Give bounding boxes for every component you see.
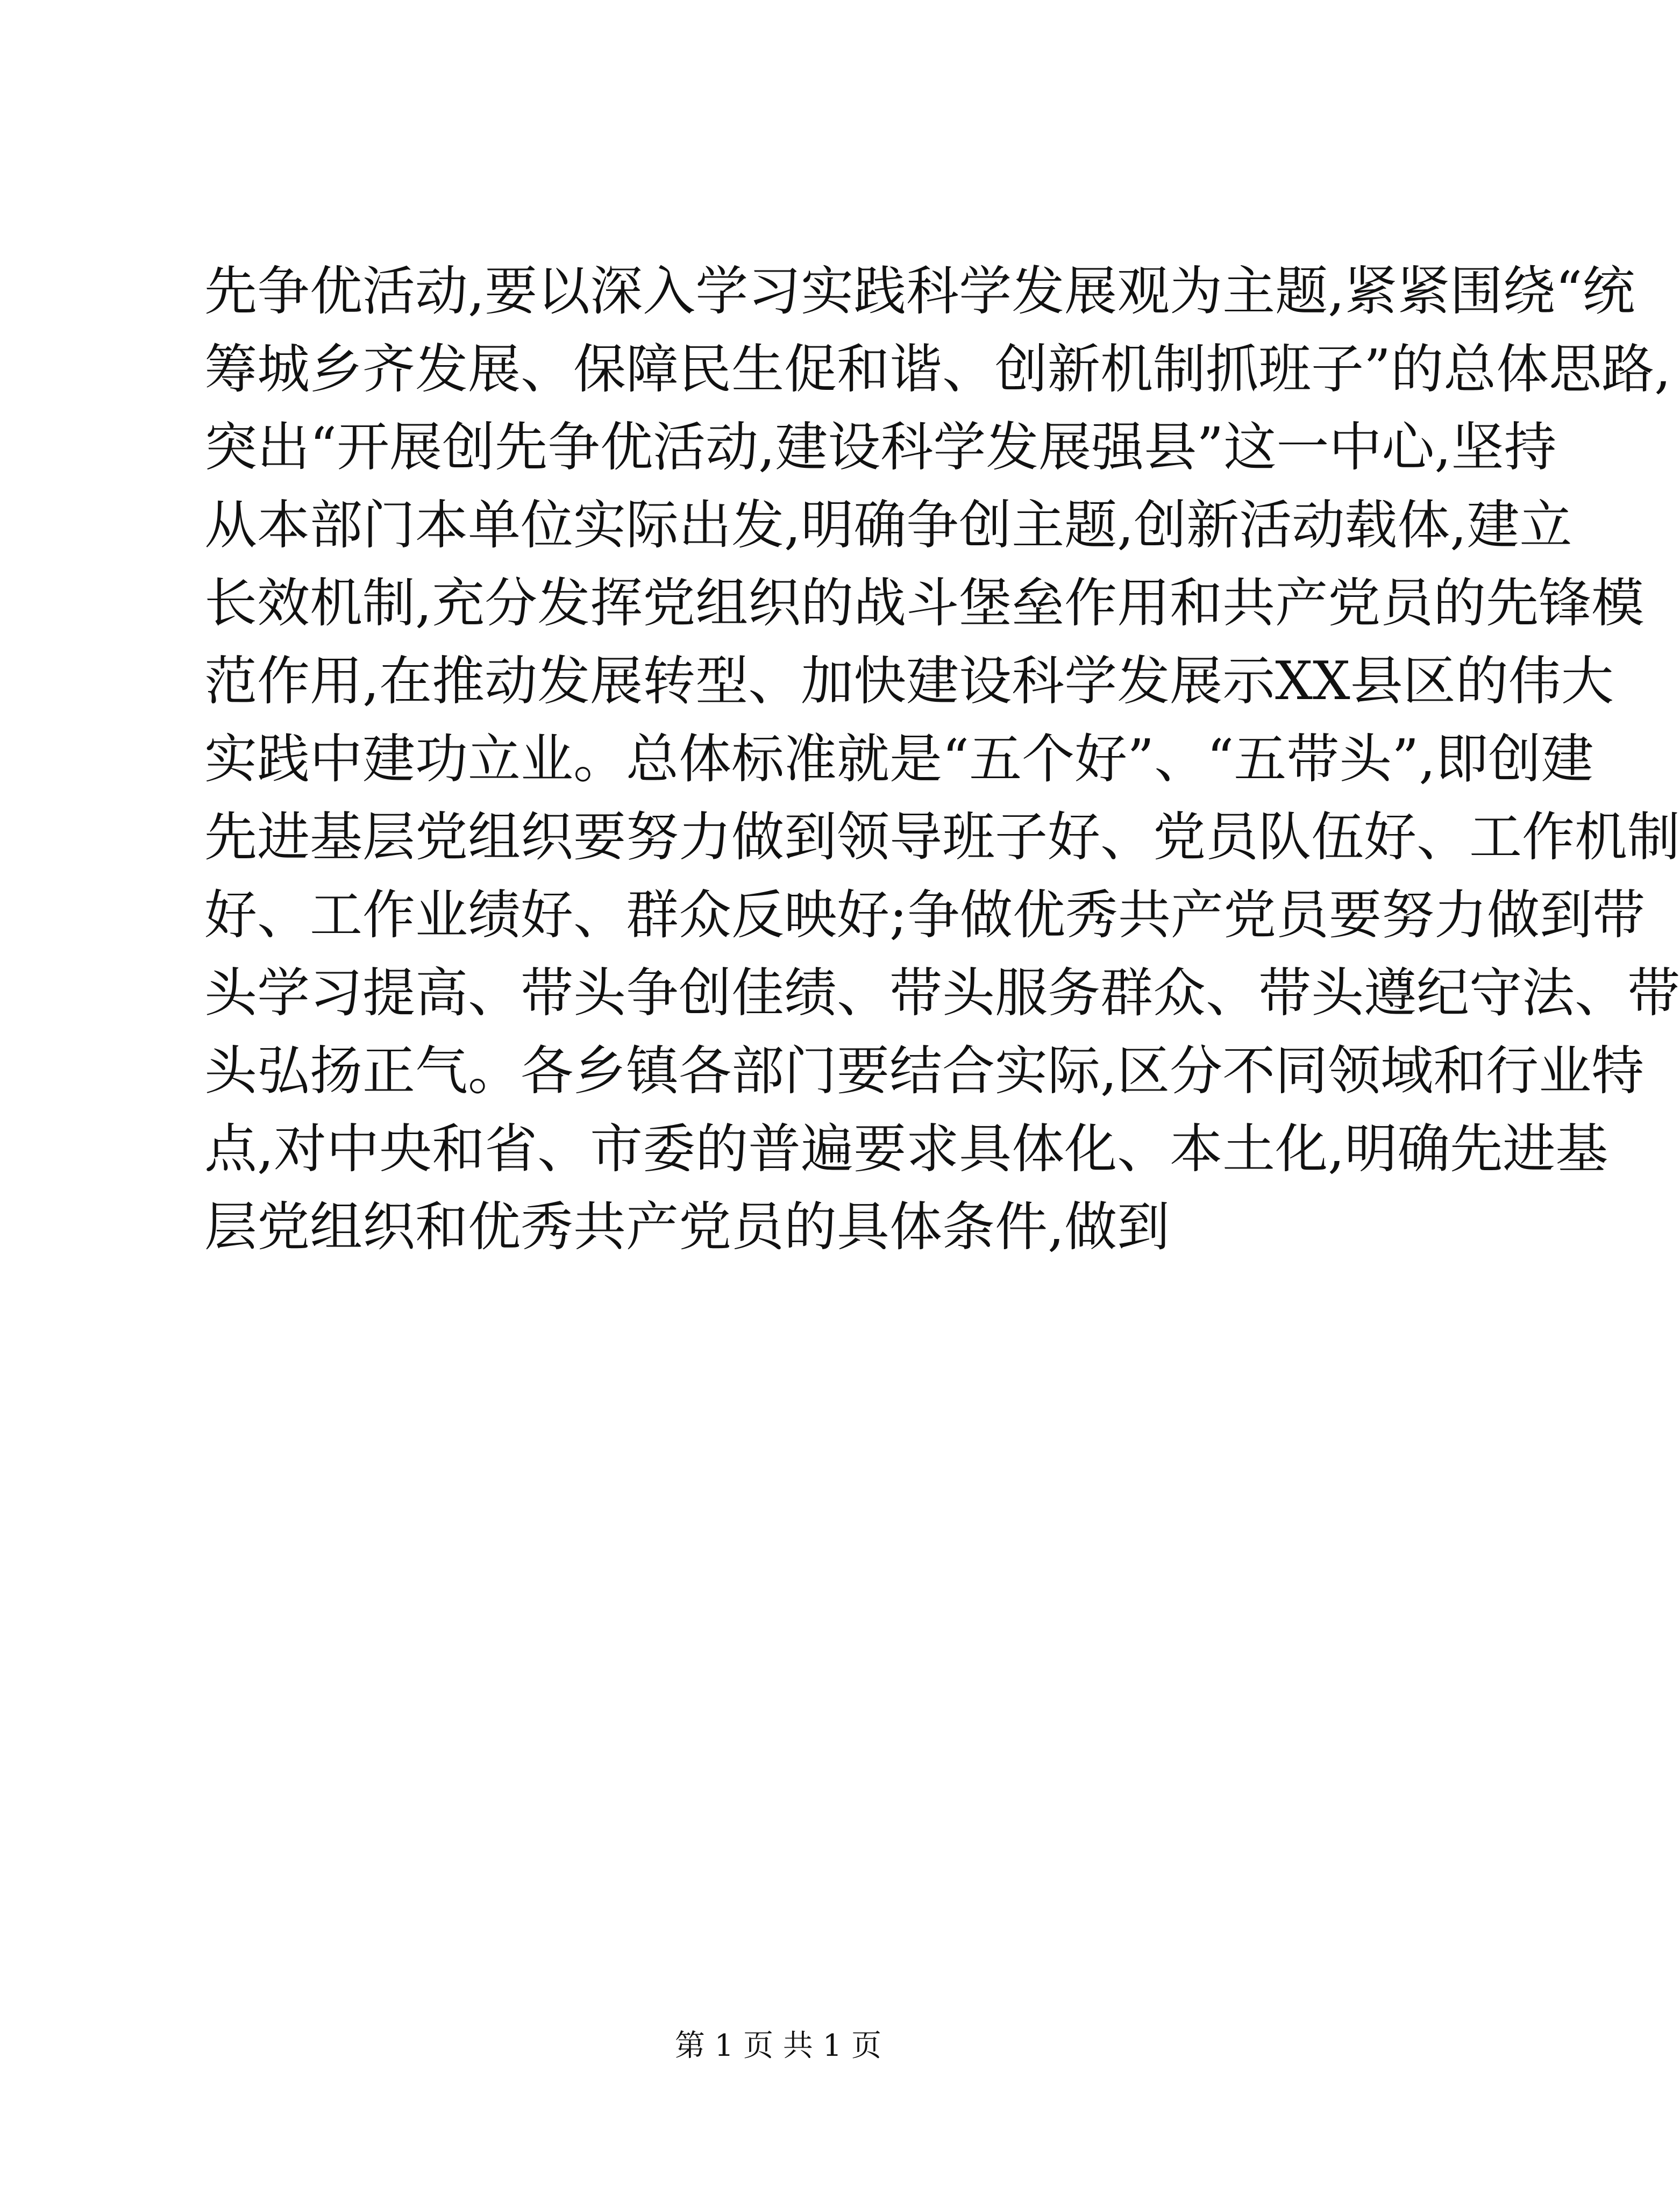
text-line: 筹城乡齐发展、保障民生促和谐、创新机制抓班子”的总体思路, [204, 339, 1671, 400]
text-line: 层党组织和优秀共产党员的具体条件,做到 [204, 1196, 1170, 1258]
text-line: 长效机制,充分发挥党组织的战斗堡垒作用和共产党员的先锋模 [204, 573, 1645, 634]
page-footer [0, 2027, 1556, 2065]
text-line: 头学习提高、带头争创佳绩、带头服务群众、带头遵纪守法、带 [204, 963, 1680, 1024]
text-line: 点,对中央和省、市委的普遍要求具体化、本土化,明确先进基 [204, 1119, 1608, 1180]
text-line: 突出“开展创先争优活动,建设科学发展强县”这一中心,坚持 [204, 417, 1557, 478]
page-number: 第 1 页 共 1 页 [674, 2028, 882, 2063]
text-line: 先进基层党组织要努力做到领导班子好、党员队伍好、工作机制 [204, 807, 1680, 868]
text-line: 实践中建功立业。总体标准就是“五个好”、“五带头”,即创建 [204, 729, 1594, 790]
text-line: 头弘扬正气。各乡镇各部门要结合实际,区分不同领域和行业特 [204, 1041, 1645, 1102]
text-line: 好、工作业绩好、群众反映好;争做优秀共产党员要努力做到带 [204, 885, 1646, 946]
text-line: 从本部门本单位实际出发,明确争创主题,创新活动载体,建立 [204, 495, 1572, 556]
text-line: 范作用,在推动发展转型、加快建设科学发展示XX县区的伟大 [204, 651, 1614, 712]
body-paragraph [204, 253, 1680, 1266]
text-line: 先争优活动,要以深入学习实践科学发展观为主题,紧紧围绕“统 [204, 261, 1635, 322]
